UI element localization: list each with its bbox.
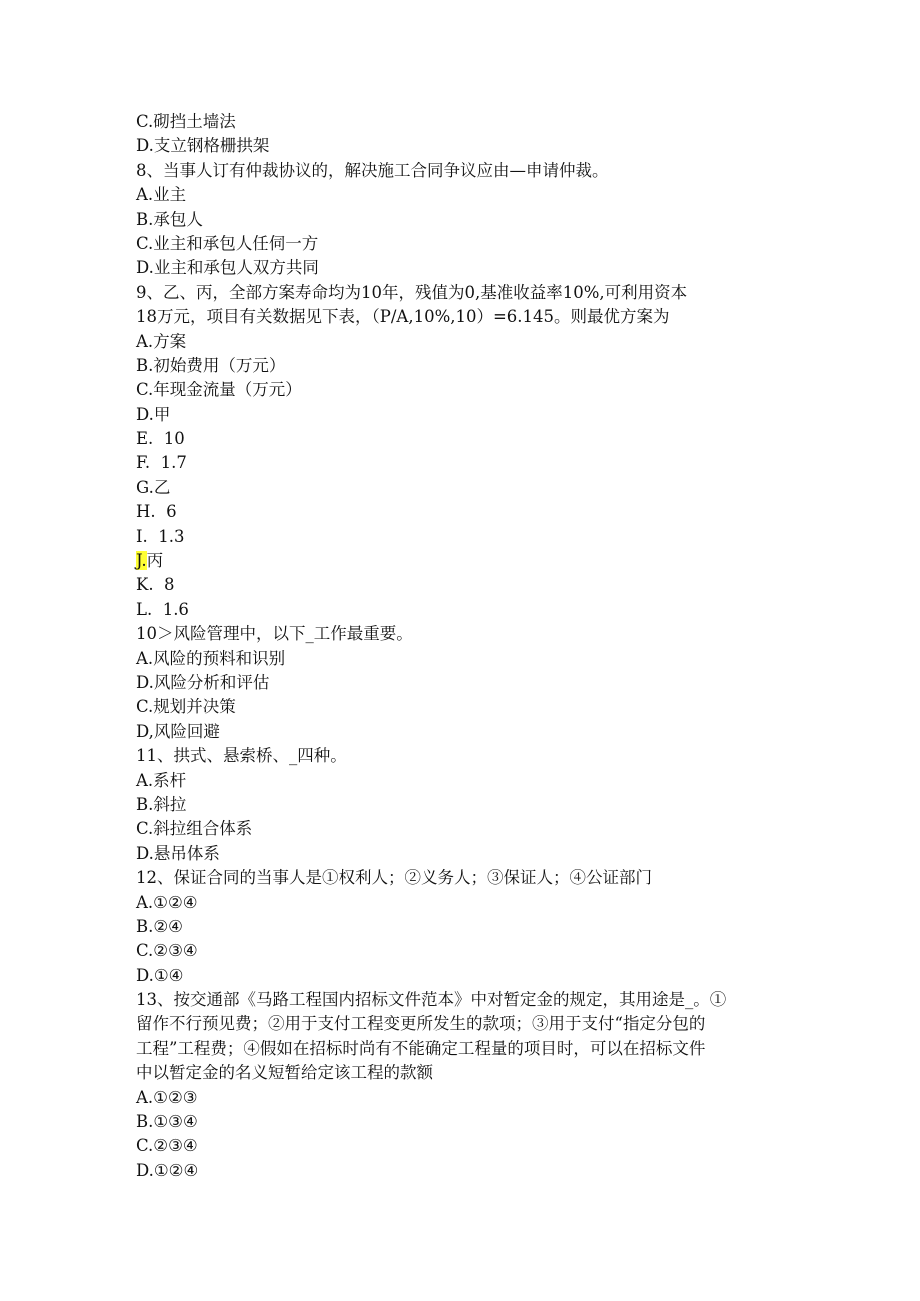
option-text: 丙 xyxy=(146,551,164,571)
option-line: C.②③④ xyxy=(136,941,198,961)
option-line: B.②④ xyxy=(136,916,183,936)
text-line: D.支立钢格栅拱架 xyxy=(136,136,270,156)
option-line: C.年现金流量（万元） xyxy=(136,380,302,400)
question-9: 9、乙、丙，全部方案寿命均为10年，残值为0,基准收益率10%,可利用资本 xyxy=(136,282,688,302)
question-13-cont: 工程”工程费；④假如在招标时尚有不能确定工程量的项目时，可以在招标文件 xyxy=(136,1038,706,1058)
option-line: D.①④ xyxy=(136,965,184,985)
option-line: A.风险的预料和识别 xyxy=(136,648,286,668)
option-line: B.承包人 xyxy=(136,209,203,229)
question-13: 13、按交通部《马路工程国内招标文件范本》中对暂定金的规定，其用途是_。① xyxy=(136,990,727,1010)
option-line: E. 10 xyxy=(136,429,185,449)
option-line: C.斜拉组合体系 xyxy=(136,819,253,839)
option-line: K. 8 xyxy=(136,575,175,595)
option-line: D.悬吊体系 xyxy=(136,843,220,863)
question-11: 11、拱式、悬索桥、_四种。 xyxy=(136,746,347,766)
option-line: D.风险分析和评估 xyxy=(136,672,270,692)
question-10: 10＞风险管理中，以下_工作最重要。 xyxy=(136,624,413,644)
option-line: A.业主 xyxy=(136,185,187,205)
highlight-mark: J. xyxy=(136,551,147,571)
option-line: C.规划并决策 xyxy=(136,697,236,717)
option-line-highlighted xyxy=(136,549,796,573)
text-line: C.砌挡土墙法 xyxy=(136,112,236,131)
document-page xyxy=(136,110,796,1183)
option-line: H. 6 xyxy=(136,502,177,522)
option-line: D,风险回避 xyxy=(136,721,220,741)
option-line: G.乙 xyxy=(136,477,171,497)
option-line: B.斜拉 xyxy=(136,794,187,814)
option-line: D.甲 xyxy=(136,404,171,424)
option-line: C.业主和承包人任伺一方 xyxy=(136,233,319,253)
option-line: D.①②④ xyxy=(136,1160,199,1180)
option-line: A.方案 xyxy=(136,331,187,351)
option-line: B.①③④ xyxy=(136,1112,198,1132)
option-line: C.②③④ xyxy=(136,1136,198,1156)
option-line: D.业主和承包人双方共同 xyxy=(136,258,319,278)
option-line: F. 1.7 xyxy=(136,453,187,473)
question-9-cont: 18万元，项目有关数据见下表，（P/A,10%,10）=6.145。则最优方案为 xyxy=(136,307,670,327)
option-line: A.①②③ xyxy=(136,1087,198,1107)
option-line: I. 1.3 xyxy=(136,526,185,546)
option-line: A.系杆 xyxy=(136,770,187,790)
question-8: 8、当事人订有仲裁协议的，解决施工合同争议应由—申请仲裁。 xyxy=(136,160,609,180)
option-line: B.初始费用（万元） xyxy=(136,355,286,375)
option-line: A.①②④ xyxy=(136,892,198,912)
question-13-cont: 留作不行预见费；②用于支付工程变更所发生的款项；③用于支付“指定分包的 xyxy=(136,1014,706,1034)
question-12: 12、保证合同的当事人是①权利人；②义务人；③保证人；④公证部门 xyxy=(136,868,652,888)
option-line: L. 1.6 xyxy=(136,599,189,619)
question-13-cont: 中以暂定金的名义短暂给定该工程的款额 xyxy=(136,1063,433,1083)
